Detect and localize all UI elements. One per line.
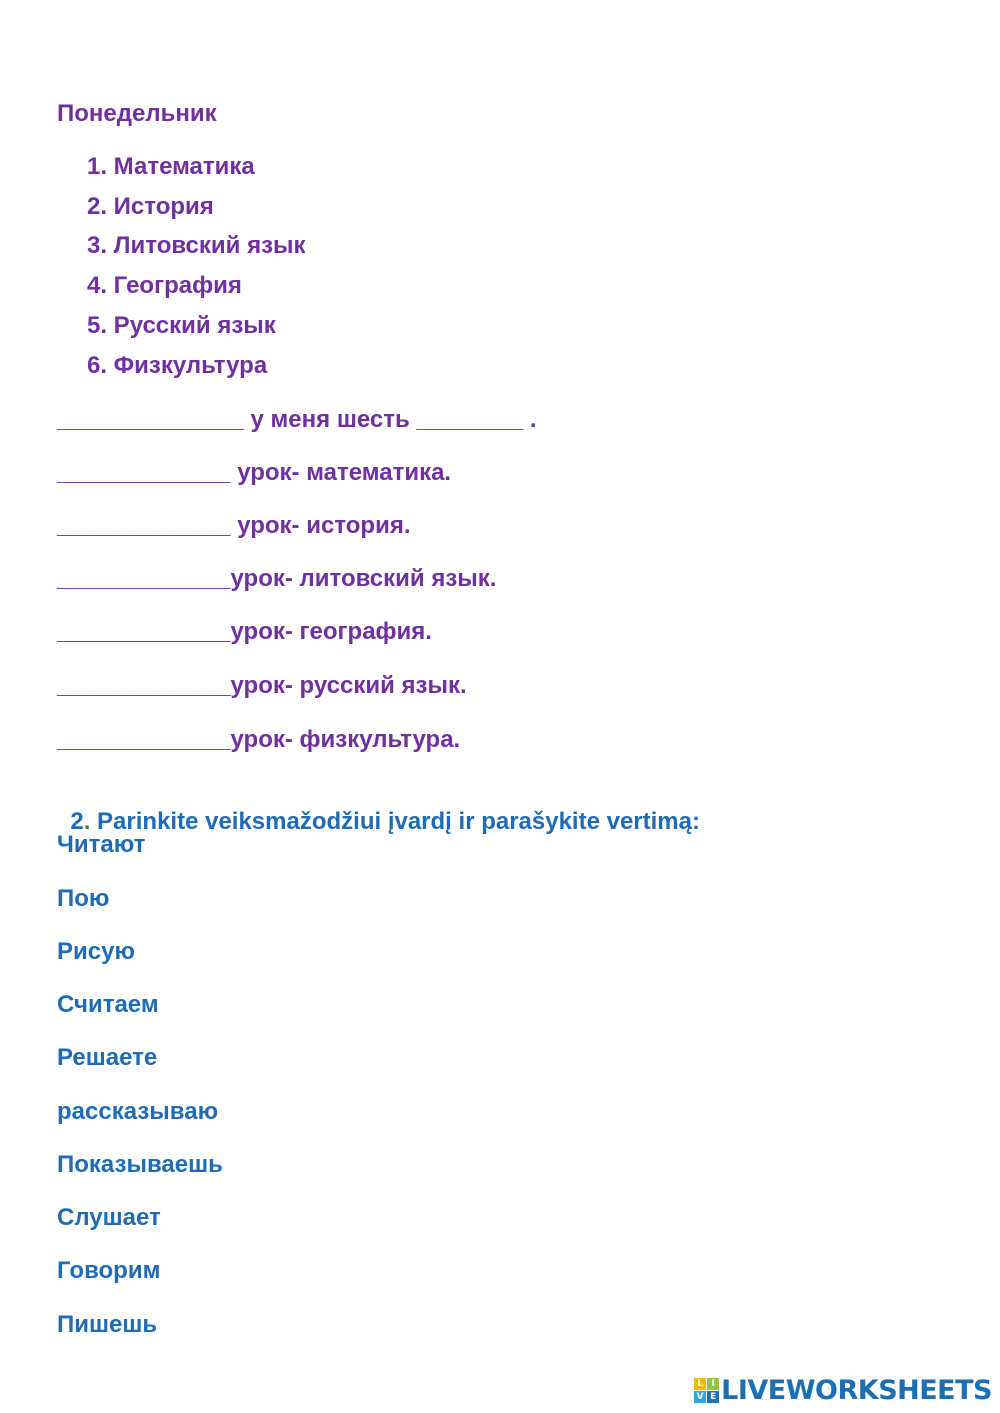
fill-in-sentence[interactable]: ______________ у меня шесть ________ . — [57, 406, 537, 433]
fill-in-sentence[interactable]: _____________урок- география. — [57, 618, 432, 645]
exercise-number: 2 — [70, 808, 84, 835]
verb-item[interactable]: Читают — [57, 831, 146, 858]
logo-mark-letter: V — [694, 1391, 706, 1403]
logo-mark-letter: E — [707, 1391, 719, 1403]
verb-item[interactable]: Рисую — [57, 938, 135, 965]
fill-in-sentence[interactable]: _____________урок- русский язык. — [57, 672, 467, 699]
verb-item[interactable]: Считаем — [57, 991, 159, 1018]
lesson-item: 5. Русский язык — [87, 312, 276, 339]
exercise-instruction: Parinkite veiksmažodžiui įvardį ir parašykite vertimą: — [90, 808, 700, 835]
fill-in-sentence[interactable]: _____________ урок- математика. — [57, 459, 452, 486]
logo-mark-letter: I — [707, 1378, 719, 1390]
verb-item[interactable]: Говорим — [57, 1257, 161, 1284]
verb-item[interactable]: рассказываю — [57, 1098, 219, 1125]
fill-in-sentence[interactable]: _____________урок- литовский язык. — [57, 565, 497, 592]
exercise-number-dot: . — [83, 808, 91, 835]
exercise-2-heading — [57, 777, 700, 837]
lesson-item: 6. Физкультура — [87, 352, 268, 379]
liveworksheets-logo-icon — [694, 1378, 719, 1403]
logo-text: LIVEWORKSHEETS — [721, 1374, 992, 1406]
lesson-item: 3. Литовский язык — [87, 232, 306, 259]
verb-item[interactable]: Пою — [57, 885, 110, 912]
liveworksheets-logo — [694, 1373, 992, 1407]
lesson-item: 4. География — [87, 272, 242, 299]
lesson-item: 2. История — [87, 193, 214, 220]
verb-item[interactable]: Пишешь — [57, 1311, 158, 1338]
verb-item[interactable]: Показываешь — [57, 1151, 223, 1178]
fill-in-sentence[interactable]: _____________ урок- история. — [57, 512, 411, 539]
day-heading: Понедельник — [57, 100, 217, 127]
fill-in-sentence[interactable]: _____________урок- физкультура. — [57, 726, 461, 753]
logo-mark-letter: L — [694, 1378, 706, 1390]
verb-item[interactable]: Решаете — [57, 1044, 158, 1071]
lesson-item: 1. Математика — [87, 153, 255, 180]
verb-item[interactable]: Слушает — [57, 1204, 161, 1231]
